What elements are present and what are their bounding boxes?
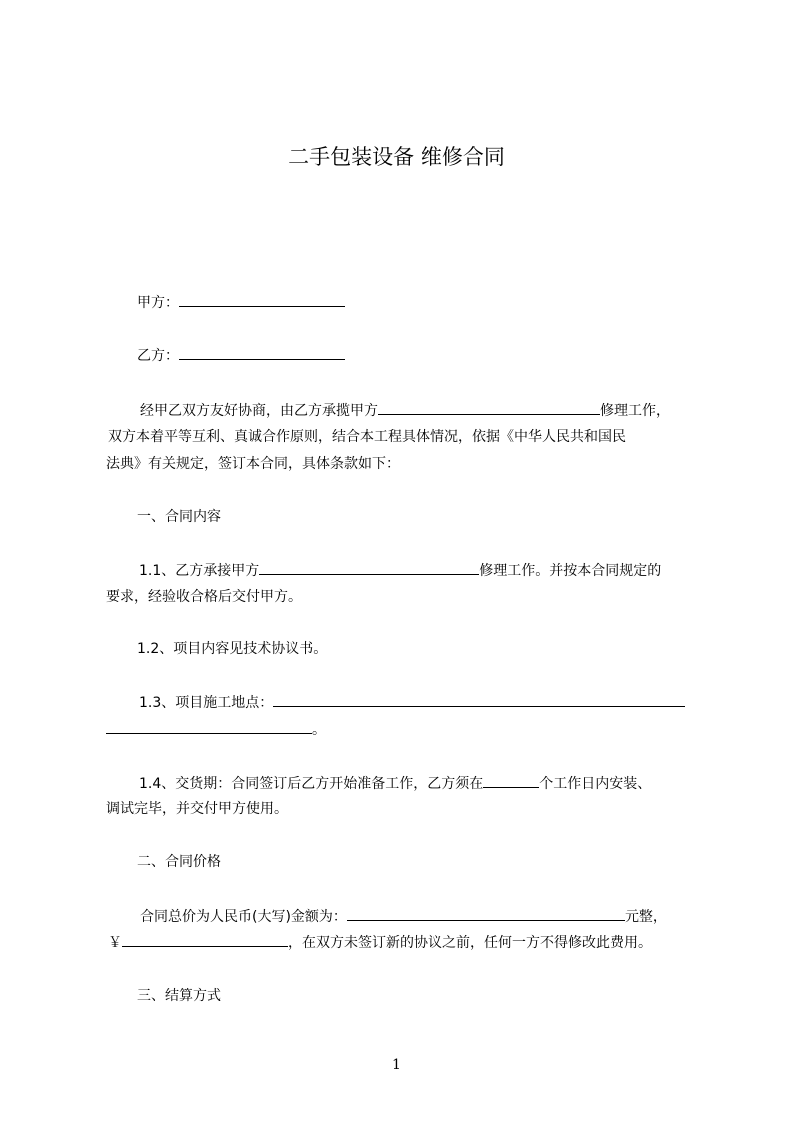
price-line-2 — [108, 932, 652, 953]
clause-1-3-end: 。 — [312, 722, 326, 738]
intro-line-1 — [140, 400, 670, 421]
intro-work-blank[interactable] — [378, 400, 600, 415]
price-number-blank[interactable] — [122, 932, 288, 947]
clause-1-2: 1.2、项目内容见技术协议书。 — [137, 641, 328, 657]
intro-text-a: 经甲乙双方友好协商，由乙方承揽甲方 — [140, 403, 378, 419]
page-number: 1 — [392, 1057, 401, 1073]
document-title: 二手包装设备 维修合同 — [288, 145, 505, 169]
price-text-a: 合同总价为人民币(大写)金额为： — [140, 909, 347, 925]
price-words-blank[interactable] — [347, 906, 625, 921]
party-a-label: 甲方： — [137, 295, 179, 311]
intro-text-b: 修理工作， — [600, 403, 670, 419]
section-1-heading: 一、合同内容 — [137, 509, 221, 525]
intro-line-3: 法典》有关规定，签订本合同，具体条款如下： — [106, 456, 400, 472]
clause-1-3-line-1 — [139, 692, 685, 713]
clause-1-1-line-1 — [139, 560, 661, 581]
clause-1-4-line-2: 调试完毕，并交付甲方使用。 — [106, 801, 288, 817]
clause-1-1-line-2: 要求，经验收合格后交付甲方。 — [106, 589, 302, 605]
clause-1-4-text-a: 1.4、交货期：合同签订后乙方开始准备工作，乙方须在 — [139, 776, 484, 792]
party-b-label: 乙方： — [137, 348, 179, 364]
clause-1-1-text-a: 1.1、乙方承接甲方 — [139, 563, 260, 579]
clause-1-3-text-a: 1.3、项目施工地点： — [139, 695, 274, 711]
price-text-d: ，在双方未签订新的协议之前，任何一方不得修改此费用。 — [288, 935, 652, 951]
party-a-line — [137, 292, 345, 313]
party-b-blank[interactable] — [179, 345, 345, 360]
clause-1-3-blank-2[interactable] — [106, 719, 312, 734]
intro-line-2: 双方本着平等互利、真诚合作原则，结合本工程具体情况，依据《中华人民共和国民 — [108, 429, 626, 445]
price-text-b: 元整， — [624, 909, 667, 925]
section-3-heading: 三、结算方式 — [137, 988, 221, 1004]
clause-1-1-text-b: 修理工作。并按本合同规定的 — [479, 563, 662, 579]
clause-1-4-days-blank[interactable] — [483, 773, 539, 788]
party-a-blank[interactable] — [179, 292, 345, 307]
price-line-1 — [140, 906, 667, 927]
clause-1-3-line-2 — [106, 719, 326, 740]
clause-1-4-text-b: 个工作日内安装、 — [539, 776, 652, 792]
clause-1-1-blank[interactable] — [259, 560, 479, 575]
party-b-line — [137, 345, 345, 366]
section-2-heading: 二、合同价格 — [137, 854, 221, 870]
clause-1-4-line-1 — [139, 773, 651, 794]
clause-1-3-blank-1[interactable] — [273, 692, 685, 707]
price-currency-symbol: ￥ — [108, 935, 122, 951]
